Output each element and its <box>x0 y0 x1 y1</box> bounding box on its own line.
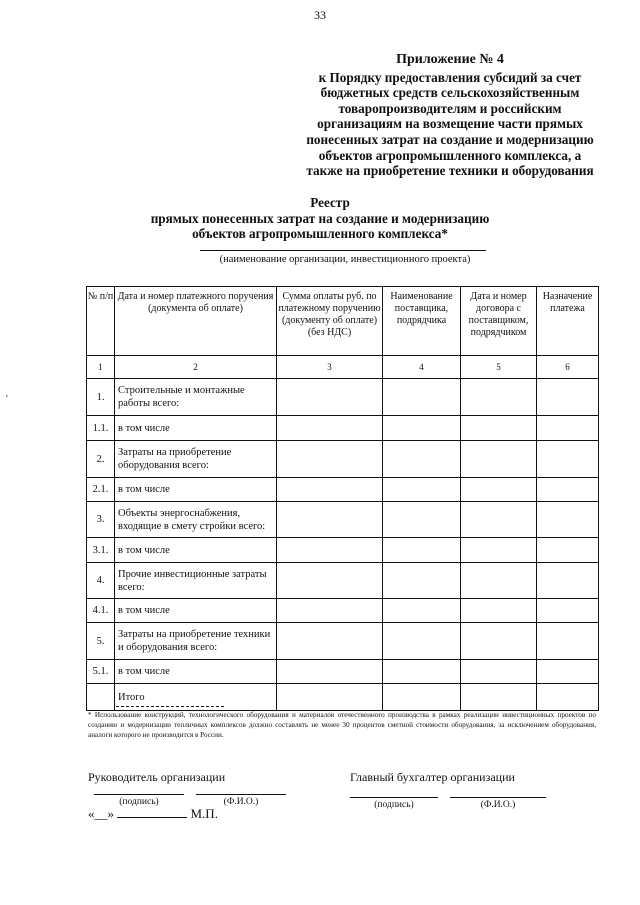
supplier-cell <box>383 478 461 502</box>
purpose-cell <box>537 379 599 416</box>
supplier-cell <box>383 660 461 684</box>
row-number: 4. <box>87 563 115 599</box>
purpose-cell <box>537 502 599 538</box>
stamp-place: М.П. <box>190 806 218 821</box>
appendix-line: товаропроизводителям и российским <box>338 100 562 116</box>
row-number: 4.1. <box>87 599 115 623</box>
register-table <box>86 286 599 711</box>
purpose-cell <box>537 538 599 563</box>
organization-caption: (наименование организации, инвестиционного проекта) <box>219 254 471 265</box>
row-description: Итого <box>115 684 277 711</box>
date-month-blank <box>117 806 187 818</box>
purpose-cell <box>537 599 599 623</box>
amount-cell <box>277 563 383 599</box>
purpose-cell <box>537 563 599 599</box>
appendix-line: объектов агропромышленного комплекса, а <box>318 147 582 163</box>
appendix-line: понесенных затрат на создание и модернизацию <box>306 131 594 147</box>
contract-cell <box>461 660 537 684</box>
column-index: 3 <box>277 356 383 379</box>
appendix-line: бюджетных средств сельскохозяйственным <box>320 85 580 101</box>
footnote-separator <box>116 706 224 707</box>
row-description: в том числе <box>115 599 277 623</box>
page-number: 33 <box>314 8 326 22</box>
table-row <box>87 502 599 538</box>
row-number: 1. <box>87 379 115 416</box>
column-header: Дата и номер платежного поручения (документа об оплате) <box>115 287 277 356</box>
footnote: * Использование конструкций, технологического оборудования и материалов отечественного производства в рамках реализации инвестиционных проектов по созданию и модернизации тепличных комплексов должно составлять не менее 30 процентов сметной стоимости оборудования, за исключением оборудования, аналоги которого не производится в России. <box>88 711 596 739</box>
amount-cell <box>277 684 383 711</box>
column-index: 5 <box>461 356 537 379</box>
row-description: Прочие инвестиционные затраты всего: <box>115 563 277 599</box>
column-header: Сумма оплаты руб. по платежному поручению (документу об оплате) (без НДС) <box>277 287 383 356</box>
row-number: 3. <box>87 502 115 538</box>
column-index: 6 <box>537 356 599 379</box>
column-index-row <box>87 356 599 379</box>
supplier-cell <box>383 502 461 538</box>
register-title: Реестр <box>310 195 350 210</box>
row-number: 5. <box>87 623 115 660</box>
supplier-cell <box>383 416 461 441</box>
table-row <box>87 538 599 563</box>
purpose-cell <box>537 441 599 478</box>
appendix-line: организациям на возмещение части прямых <box>317 116 583 132</box>
contract-cell <box>461 441 537 478</box>
supplier-cell <box>383 684 461 711</box>
supplier-cell <box>383 623 461 660</box>
row-description: Строительные и монтажные работы всего: <box>115 379 277 416</box>
appendix-title: Приложение № 4 <box>396 52 504 67</box>
column-header: Назначение платежа <box>537 287 599 356</box>
supplier-cell <box>383 379 461 416</box>
table-header-row <box>87 287 599 356</box>
amount-cell <box>277 441 383 478</box>
accountant-signature-label: Главный бухгалтер организации <box>350 770 515 784</box>
contract-cell <box>461 502 537 538</box>
row-description: в том числе <box>115 660 277 684</box>
signature-caption: (подпись) <box>374 800 414 810</box>
name-caption: (Ф.И.О.) <box>223 797 259 807</box>
row-number: 1.1. <box>87 416 115 441</box>
column-index: 4 <box>383 356 461 379</box>
table-row <box>87 379 599 416</box>
contract-cell <box>461 563 537 599</box>
accountant-signature-line <box>350 797 438 798</box>
accountant-name-line <box>450 797 546 798</box>
organization-name-line <box>200 250 486 251</box>
table-row <box>87 478 599 502</box>
row-number: 2. <box>87 441 115 478</box>
contract-cell <box>461 684 537 711</box>
supplier-cell <box>383 563 461 599</box>
appendix-header <box>300 52 600 179</box>
row-description: Объекты энергоснабжения, входящие в смету стройки всего: <box>115 502 277 538</box>
amount-cell <box>277 623 383 660</box>
row-description: в том числе <box>115 416 277 441</box>
column-header: № п/п <box>87 287 115 356</box>
head-signature-line <box>94 794 184 795</box>
table-row <box>87 416 599 441</box>
signature-caption: (подпись) <box>119 797 159 807</box>
contract-cell <box>461 416 537 441</box>
amount-cell <box>277 478 383 502</box>
margin-mark: ' <box>6 394 8 405</box>
purpose-cell <box>537 478 599 502</box>
row-description: в том числе <box>115 478 277 502</box>
appendix-line: к Порядку предоставления субсидий за счет <box>318 69 582 85</box>
purpose-cell <box>537 684 599 711</box>
row-number: 3.1. <box>87 538 115 563</box>
row-number: 5.1. <box>87 660 115 684</box>
row-description: Затраты на приобретение техники и оборудования всего: <box>115 623 277 660</box>
supplier-cell <box>383 538 461 563</box>
amount-cell <box>277 379 383 416</box>
amount-cell <box>277 416 383 441</box>
name-caption: (Ф.И.О.) <box>480 800 516 810</box>
purpose-cell <box>537 660 599 684</box>
contract-cell <box>461 538 537 563</box>
supplier-cell <box>383 599 461 623</box>
head-signature-label: Руководитель организации <box>88 770 226 784</box>
table-row <box>87 623 599 660</box>
table-row <box>87 599 599 623</box>
column-index: 1 <box>87 356 115 379</box>
register-subtitle-line: объектов агропромышленного комплекса* <box>192 226 448 242</box>
appendix-line: также на приобретение техники и оборудования <box>306 163 594 179</box>
contract-cell <box>461 478 537 502</box>
contract-cell <box>461 599 537 623</box>
head-name-line <box>196 794 286 795</box>
table-row <box>87 563 599 599</box>
row-number: 2.1. <box>87 478 115 502</box>
amount-cell <box>277 502 383 538</box>
register-title-block <box>0 195 640 242</box>
purpose-cell <box>537 623 599 660</box>
table-row <box>87 441 599 478</box>
column-index: 2 <box>115 356 277 379</box>
amount-cell <box>277 660 383 684</box>
table-row <box>87 660 599 684</box>
supplier-cell <box>383 441 461 478</box>
register-subtitle-line: прямых понесенных затрат на создание и модернизацию <box>150 210 490 226</box>
column-header: Дата и номер договора с поставщиком, подрядчиком <box>461 287 537 356</box>
row-description: в том числе <box>115 538 277 563</box>
row-number <box>87 684 115 711</box>
purpose-cell <box>537 416 599 441</box>
row-description: Затраты на приобретение оборудования всего: <box>115 441 277 478</box>
contract-cell <box>461 623 537 660</box>
column-header: Наименование поставщика, подрядчика <box>383 287 461 356</box>
date-day: «__» <box>88 806 114 821</box>
contract-cell <box>461 379 537 416</box>
amount-cell <box>277 538 383 563</box>
amount-cell <box>277 599 383 623</box>
date-stamp-line <box>88 806 218 822</box>
